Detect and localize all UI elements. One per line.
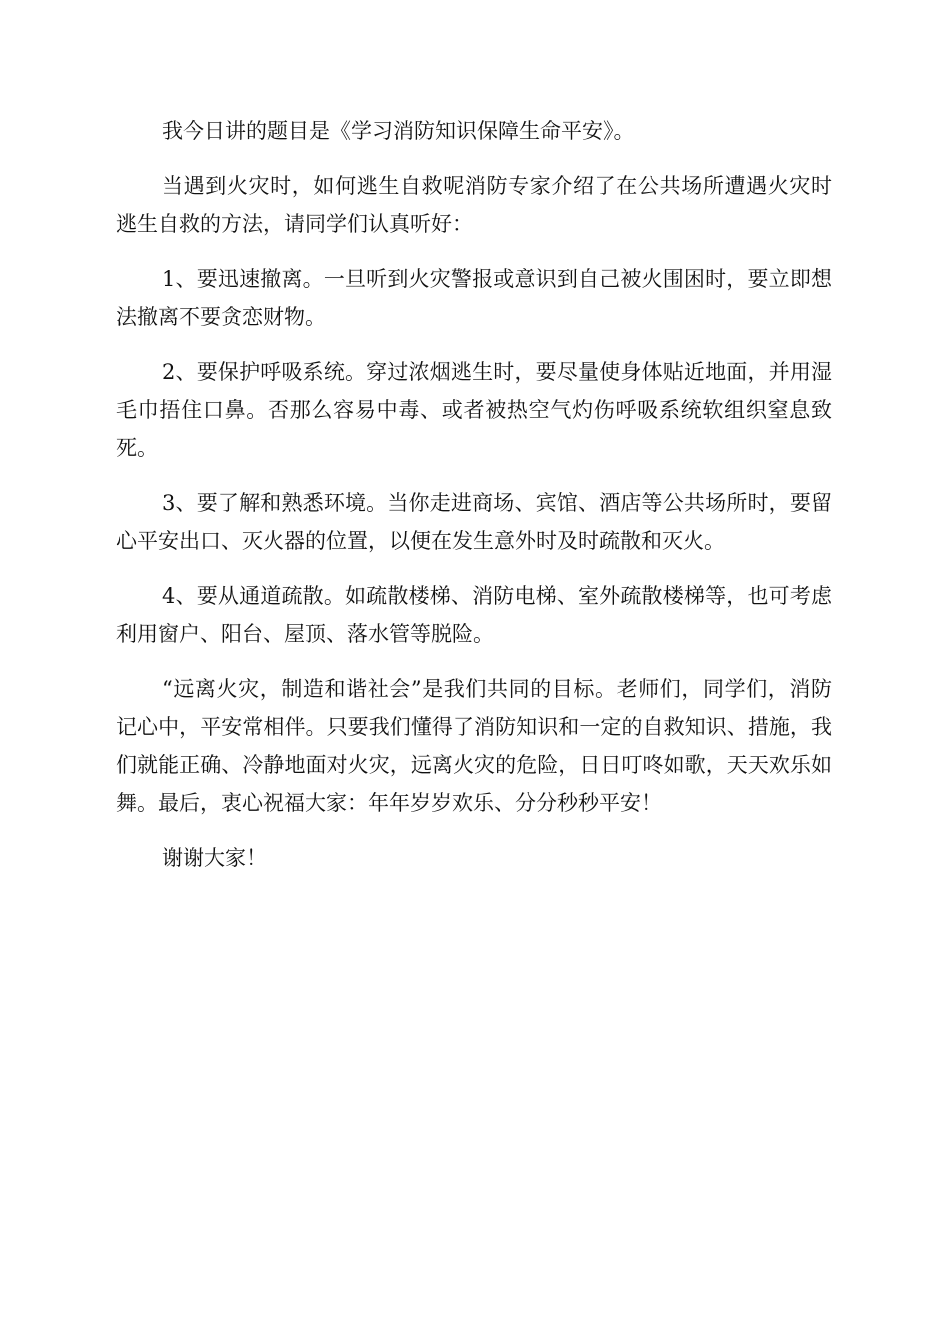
paragraph-point-2: 2、要保护呼吸系统。穿过浓烟逃生时，要尽量使身体贴近地面，并用湿毛巾捂住口鼻。否那么容易中毒、或者被热空气灼伤呼吸系统软组织窒息致死。 — [116, 360, 832, 460]
document-body — [116, 112, 832, 894]
paragraph-conclusion: “远离火灾，制造和谐社会”是我们共同的目标。老师们，同学们，消防记心中，平安常相伴。只要我们懂得了消防知识和一定的自救知识、措施，我们就能正确、冷静地面对火灾，远离火灾的危险，日日叮咚如歌，天天欢乐如舞。最后，衷心祝福大家：年年岁岁欢乐、分分秒秒平安！ — [116, 677, 832, 815]
paragraph-topic: 我今日讲的题目是《学习消防知识保障生命平安》。 — [162, 119, 635, 143]
paragraph-intro: 当遇到火灾时，如何逃生自救呢消防专家介绍了在公共场所遭遇火灾时逃生自救的方法，请同学们认真听好： — [116, 174, 832, 236]
paragraph-point-4: 4、要从通道疏散。如疏散楼梯、消防电梯、室外疏散楼梯等，也可考虑利用窗户、阳台、屋顶、落水管等脱险。 — [116, 584, 832, 646]
paragraph-point-3: 3、要了解和熟悉环境。当你走进商场、宾馆、酒店等公共场所时，要留心平安出口、灭火器的位置，以便在发生意外时及时疏散和灭火。 — [116, 491, 832, 553]
paragraph-point-1: 1、要迅速撤离。一旦听到火灾警报或意识到自己被火围困时，要立即想法撤离不要贪恋财物。 — [116, 267, 832, 329]
paragraph-thanks: 谢谢大家！ — [162, 846, 267, 870]
